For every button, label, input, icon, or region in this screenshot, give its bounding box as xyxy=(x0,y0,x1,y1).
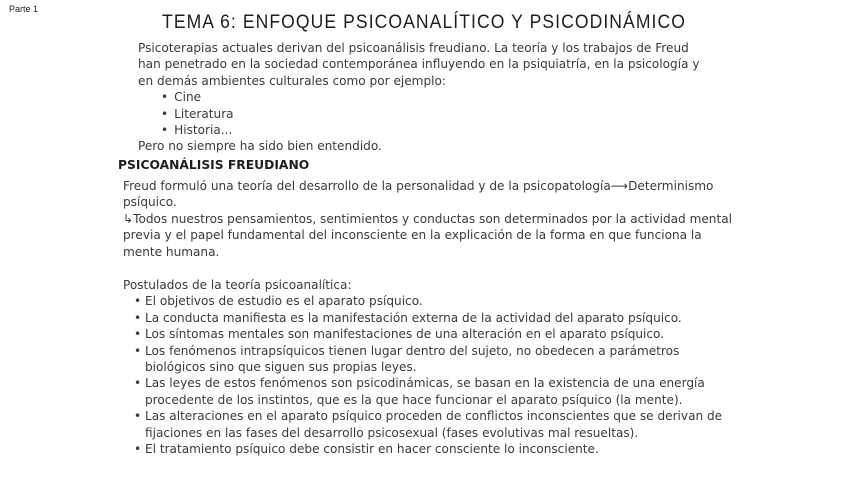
list-item xyxy=(123,293,763,309)
section-heading: PSICOANÁLISIS FREUDIANO xyxy=(118,158,310,172)
list-item: • Literatura xyxy=(161,106,738,122)
intro-line: Psicoterapias actuales derivan del psicoanálisis freudiano. La teoría y los trabajos de Freud xyxy=(138,41,689,55)
intro-closing: Pero no siempre ha sido bien entendido. xyxy=(138,139,382,154)
postulates-list xyxy=(123,293,763,457)
text-line: previa y el papel fundamental del inconsciente en la explicación de la forma en que funciona la xyxy=(123,228,702,243)
text-line: • Los síntomas mentales son manifestaciones de una alteración en el aparato psíquico. xyxy=(145,327,665,342)
text-line: mente humana. xyxy=(123,244,220,259)
list-item: • Cine xyxy=(161,89,738,105)
list-item: • Historia... xyxy=(161,122,738,138)
text-line: • Las leyes de estos fenómenos son psicodinámicas, se basan en la existencia de una energía xyxy=(145,376,705,391)
text-line: Freud formuló una teoría del desarrollo de la personalidad y de la psicopatología⟶Determinismo xyxy=(123,179,714,193)
intro-line: en demás ambientes culturales como por ejemplo: xyxy=(138,73,446,88)
list-item xyxy=(123,375,763,408)
examples-list xyxy=(138,89,738,138)
text-line: fijaciones en las fases del desarrollo psicosexual (fases evolutivas mal resueltas). xyxy=(145,425,639,440)
page-title: TEMA 6: ENFOQUE PSICOANALÍTICO Y PSICODINÁMICO xyxy=(162,11,686,33)
text-line: • Los fenómenos intrapsíquicos tienen lugar dentro del sujeto, no obedecen a parámetros xyxy=(145,343,680,358)
list-item xyxy=(123,408,763,441)
text-line: ↳Todos nuestros pensamientos, sentimientos y conductas son determinados por la actividad mental xyxy=(123,211,732,226)
part-label: Parte 1 xyxy=(9,4,39,14)
text-line: • Las alteraciones en el aparato psíquico proceden de conflictos inconscientes que se derivan de xyxy=(145,409,723,424)
list-item xyxy=(123,441,763,457)
text-line: • El objetivos de estudio es el aparato psíquico. xyxy=(145,294,423,309)
list-item xyxy=(123,343,763,376)
intro-line: han penetrado en la sociedad contemporánea influyendo en la psiquiatría, en la psicología y xyxy=(138,57,700,72)
intro-paragraph xyxy=(138,40,738,155)
postulates-heading: Postulados de la teoría psicoanalítica: xyxy=(123,278,352,292)
postulates-section xyxy=(123,277,763,457)
text-line: procedente de los instintos, que es la que hace funcionar el aparato psíquico (la mente). xyxy=(145,392,683,407)
list-item xyxy=(123,310,763,326)
freud-paragraph xyxy=(123,178,743,260)
text-line: • La conducta manifiesta es la manifestación externa de la actividad del aparato psíquico. xyxy=(145,310,682,325)
text-line: biológicos sino que siguen sus propias leyes. xyxy=(145,360,417,375)
list-item xyxy=(123,326,763,342)
text-line: psíquico. xyxy=(123,195,177,210)
text-line: • El tratamiento psíquico debe consistir en hacer consciente lo inconsciente. xyxy=(145,442,599,457)
